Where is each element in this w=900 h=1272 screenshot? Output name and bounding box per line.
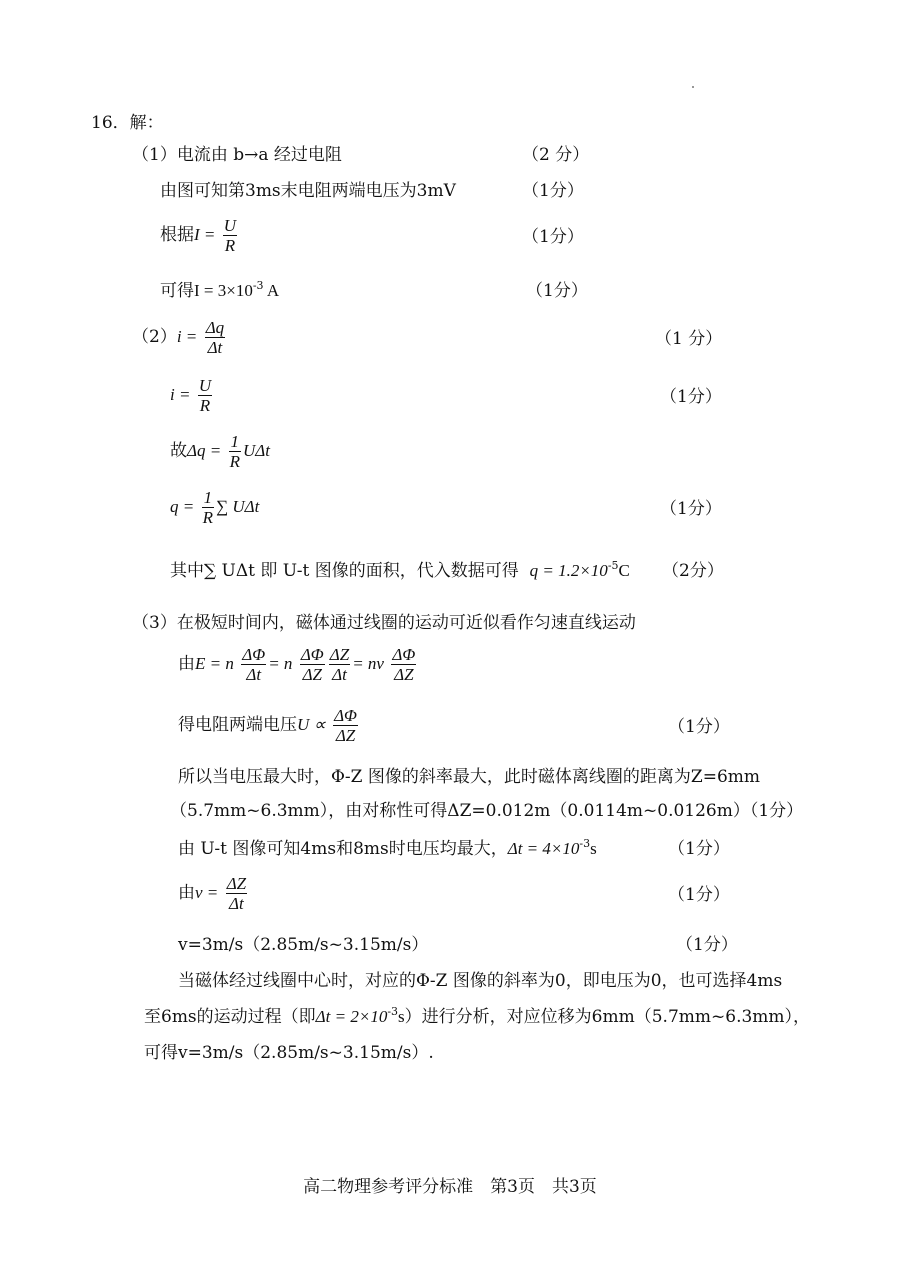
fraction-dphi-over-dz-3: $\frac{\Delta\Phi}{\Delta Z}$ [334,706,357,745]
p1-line4: 可得$I = 3\times 10^{-3}$ A [160,279,280,301]
p3-line11: 可得v=3m/s（2.85m/s~3.15m/s）. [144,1043,434,1063]
p1-line2: 由图可知第3ms末电阻两端电压为3mV [160,181,456,201]
p3-line9: 当磁体经过线圈中心时，对应的Φ-Z 图像的斜率为0，即电压为0，也可选择4ms [178,971,783,991]
p2-line4: q = $\frac{1}{R}$ ∑ UΔt [170,488,260,527]
p3-line8-points: （1分） [676,935,738,955]
p1-line4-points: （1分） [526,281,588,301]
p3-line6-points: （1分） [668,839,730,859]
p2-line2-points: （1分） [660,387,722,407]
fraction-1-over-r-2: $\frac{1}{R}$ [202,488,214,527]
p3-line7-points: （1分） [668,885,730,905]
p2-line2: i = $\frac{U}{R}$ [170,376,212,415]
fraction-dphi-over-dz: $\frac{\Delta\Phi}{\Delta Z}$ [300,645,324,684]
fraction-1-over-r: $\frac{1}{R}$ [229,432,240,471]
p3-line2: 由E = n $\frac{\Delta\Phi}{\Delta t}$ = n $\frac{\Delta\Phi}{\Delta Z}$ $\frac{\Delta Z}{\Delta t}$ = nv $\frac{\Delta\Phi}{\Delta Z}$ [178,645,416,684]
fraction-u-over-r-2: $\frac{U}{R}$ [198,376,212,415]
p3-line8: v=3m/s（2.85m/s~3.15m/s） [178,935,429,955]
p1-line1: （1）电流由 b→a 经过电阻 [132,145,342,165]
p2-line1: （2）i = $\frac{\Delta q}{\Delta t}$ [132,318,225,357]
fraction-dphi-over-dz-2: $\frac{\Delta\Phi}{\Delta Z}$ [392,645,416,684]
fraction-dq-over-dt: $\frac{\Delta q}{\Delta t}$ [205,318,225,357]
p2-line3: 故Δq = $\frac{1}{R}$ UΔt [170,432,270,471]
p3-line3: 得电阻两端电压U ∝ $\frac{\Delta\Phi}{\Delta Z}$ [178,706,357,745]
speck-mark [692,86,694,88]
p2-line4-points: （1分） [660,499,722,519]
fraction-dz-over-dt: $\frac{\Delta Z}{\Delta t}$ [329,645,350,684]
fraction-dz-over-dt-2: $\frac{\Delta Z}{\Delta t}$ [226,874,247,913]
p2-line1-points: （1 分） [655,329,723,349]
fraction-u-over-r: $\frac{U}{R}$ [223,216,237,255]
p2-line5: 其中∑ UΔt 即 U-t 图像的面积，代入数据可得 $q = 1.2\times 10^{-5}C$ [170,559,630,581]
p1-line1-points: （2 分） [522,145,590,165]
fraction-dphi-over-dt: $\frac{\Delta\Phi}{\Delta t}$ [242,645,266,684]
p1-line3: 根据I = $\frac{U}{R}$ [160,216,237,255]
p2-line5-points: （2分） [662,561,724,581]
p3-line5: （5.7mm~6.3mm），由对称性可得ΔZ=0.012m（0.0114m~0.0126m）（1分） [170,801,804,821]
p3-line4: 所以当电压最大时，Φ-Z 图像的斜率最大，此时磁体离线圈的距离为Z=6mm [178,767,761,787]
p3-line3-points: （1分） [668,717,730,737]
p1-line2-points: （1分） [522,181,584,201]
p1-line3-points: （1分） [522,227,584,247]
p3-line10: 至6ms的运动过程（即$\Delta t = 2\times 10^{-3}s$）进行分析，对应位移为6mm（5.7mm~6.3mm）， [144,1005,811,1027]
p3-line7: 由v = $\frac{\Delta Z}{\Delta t}$ [178,874,247,913]
problem-label: 16．解： [91,113,164,133]
page-footer: 高二物理参考评分标准 第3页 共3页 [303,1177,597,1197]
p3-line6: 由 U-t 图像可知4ms和8ms时电压均最大，$\Delta t = 4\times 10^{-3}s$ [178,837,597,859]
p3-line1: （3）在极短时间内，磁体通过线圈的运动可近似看作匀速直线运动 [132,613,636,633]
